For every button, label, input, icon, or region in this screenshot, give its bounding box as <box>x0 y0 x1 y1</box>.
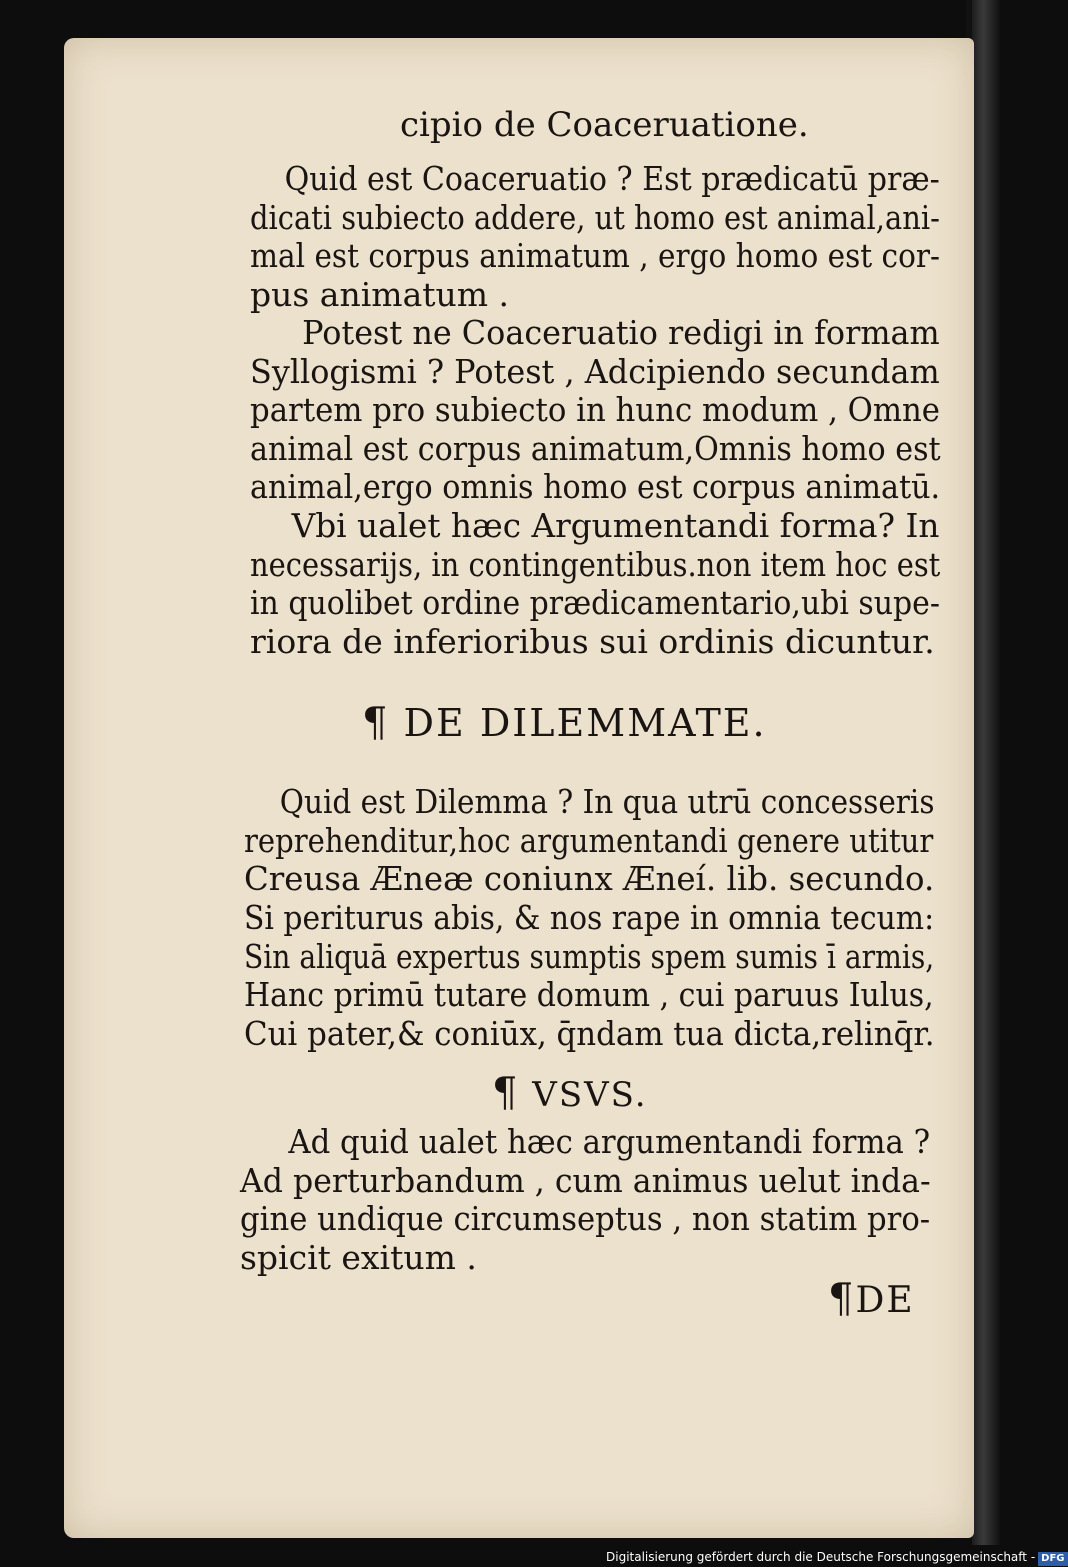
verse-line: Hanc primū tutare domum , cui paruus Iulus, <box>244 975 934 1014</box>
paragraph-syllogism <box>250 314 1006 507</box>
digitization-credit <box>606 1547 1068 1567</box>
text-line: riora de inferioribus sui ordinis dicuntur. <box>250 621 935 661</box>
text-line: Ad quid ualet hæc argumentandi forma ? <box>288 1122 931 1161</box>
text-line: gine undique circumseptus , non statim pro- <box>240 1199 931 1238</box>
pilcrow-mark: ¶ <box>492 1070 520 1116</box>
text-line: Syllogismi ? Potest , Adcipiendo secundam <box>250 351 940 391</box>
text-line: Creusa Æneæ coniunx Æneí. lib. secundo. <box>244 859 935 898</box>
text-line: reprehenditur,hoc argumentandi genere utitur <box>244 820 934 860</box>
text-line: Vbi ualet hæc Argumentandi forma? In <box>291 506 940 545</box>
text-line: Potest ne Coaceruatio redigi in formam <box>302 313 940 352</box>
text-line: dicati subiecto addere, ut homo est animal,ani- <box>250 197 940 237</box>
pilcrow-mark: ¶ <box>828 1276 856 1322</box>
verse-line: Cui pater,& coniūx, q̄ndam tua dicta,relinq̄r. <box>244 1013 935 1053</box>
verse-quotation <box>244 899 1053 1053</box>
paragraph-dilemma <box>244 783 1026 899</box>
verse-line: Sin aliquā expertus sumptis spem sumis ī armis, <box>244 936 935 976</box>
text-line: partem pro subiecto in hunc modum , Omne <box>250 390 941 429</box>
text-line: Ad perturbandum , cum animus uelut inda- <box>240 1160 931 1200</box>
section-heading-usus <box>492 1070 648 1116</box>
text-line: mal est corpus animatum , ergo homo est cor- <box>250 236 940 275</box>
section-heading-dilemmate <box>362 700 767 746</box>
section-heading-text: VSVS. <box>532 1075 648 1115</box>
credit-text: Digitalisierung gefördert durch die Deutsche Forschungsgemeinschaft - <box>606 1550 1036 1564</box>
catchword <box>828 1276 915 1322</box>
running-head: cipio de Coaceruatione. <box>400 105 809 145</box>
text-line: in quolibet ordine prædicamentario,ubi supe- <box>250 583 940 622</box>
text-line: animal est corpus animatum,Omnis homo est <box>250 428 941 468</box>
section-heading-text: DE DILEMMATE. <box>403 701 767 745</box>
text-line: Quid est Coaceruatio ? Est prædicatū præ- <box>284 159 940 198</box>
text-line: Quid est Dilemma ? In qua utrū concesseris <box>279 782 935 821</box>
text-line: animal,ergo omnis homo est corpus animatū. <box>250 467 941 506</box>
paragraph-usus <box>240 1123 982 1277</box>
text-line: pus animatum . <box>250 274 510 314</box>
dfg-logo: DFG <box>1038 1552 1067 1566</box>
paragraph-ubi-ualet <box>250 507 1037 661</box>
catchword-text: DE <box>855 1280 915 1321</box>
paragraph-coaceruatio-definition <box>250 160 1038 314</box>
text-line: spicit exitum . <box>240 1237 477 1277</box>
pilcrow-mark: ¶ <box>362 700 390 746</box>
verse-line: Si periturus abis, & nos rape in omnia tecum: <box>244 898 935 937</box>
text-line: necessarijs, in contingentibus.non item hoc est <box>250 544 941 584</box>
